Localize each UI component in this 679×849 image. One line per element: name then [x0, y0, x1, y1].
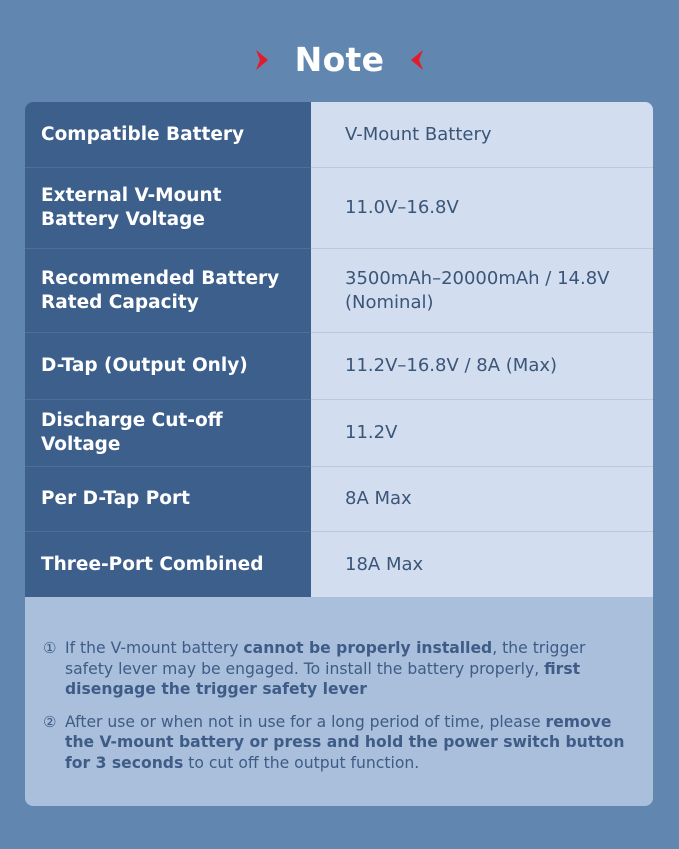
note-segment: , the trigger safety lever may be engaged. To install the battery properly, — [65, 639, 586, 678]
spec-label: Per D-Tap Port — [25, 467, 311, 532]
spec-value: 18A Max — [311, 532, 653, 597]
spec-value: V-Mount Battery — [311, 102, 653, 168]
spec-row — [25, 400, 653, 467]
note-segment: If the V-mount battery — [65, 639, 244, 657]
notes-panel — [43, 638, 638, 785]
note-segment-bold: cannot be properly installed — [243, 639, 493, 657]
spec-row — [25, 102, 653, 168]
note-item — [43, 638, 638, 700]
spec-table — [25, 102, 653, 597]
note-segment-bold: remove the V-mount battery or press and hold the power switch button for 3 seconds — [65, 712, 625, 772]
header — [0, 40, 679, 80]
note-item — [43, 712, 638, 774]
spec-row — [25, 532, 653, 597]
page-title: Note — [294, 40, 385, 79]
note-number: ① — [43, 639, 57, 657]
spec-card — [25, 102, 653, 806]
right-pointing-arrow-icon — [255, 49, 269, 71]
spec-label: Three-Port Combined — [25, 532, 311, 597]
spec-row — [25, 467, 653, 532]
note-number: ② — [43, 712, 57, 731]
spec-value: 3500mAh–20000mAh / 14.8V (Nominal) — [311, 249, 653, 333]
spec-value: 11.2V–16.8V / 8A (Max) — [311, 333, 653, 400]
spec-value: 11.0V–16.8V — [311, 168, 653, 249]
spec-label: External V-Mount Battery Voltage — [25, 168, 311, 249]
spec-label: Compatible Battery — [25, 102, 311, 168]
note-text — [65, 712, 638, 774]
spec-row — [25, 333, 653, 400]
spec-label: Recommended Battery Rated Capacity — [25, 249, 311, 333]
spec-row — [25, 249, 653, 333]
left-pointing-arrow-icon — [410, 49, 424, 71]
spec-row — [25, 168, 653, 249]
spec-label: D-Tap (Output Only) — [25, 333, 311, 400]
note-text — [65, 638, 638, 700]
note-segment: After use or when not in use for a long period of time, please — [65, 712, 546, 731]
spec-value: 11.2V — [311, 400, 653, 467]
spec-value: 8A Max — [311, 467, 653, 532]
note-segment-bold: first disengage the trigger safety lever — [65, 659, 581, 698]
spec-label: Discharge Cut-off Voltage — [25, 400, 311, 467]
note-segment: to cut off the output function. — [183, 753, 420, 772]
